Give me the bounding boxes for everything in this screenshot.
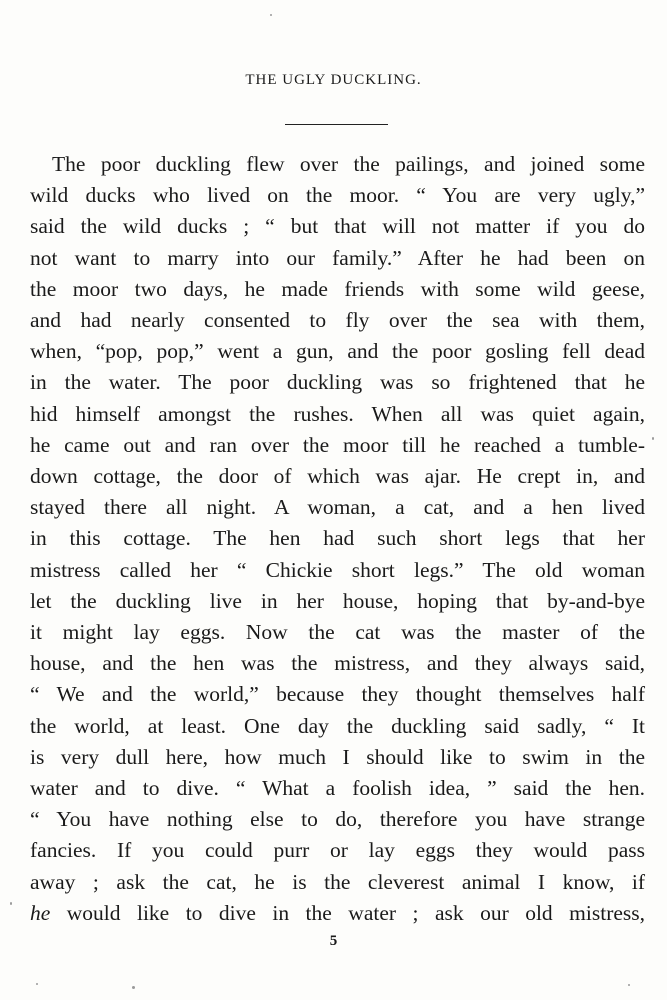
text-line: the world, at least. One day the duckling said sadly, “ It (30, 713, 645, 738)
text-line: The poor duckling flew over the pailings, and joined some (52, 152, 645, 176)
print-speck (132, 986, 135, 989)
text-line: mistress called her “ Chickie short legs.” The old woman (30, 557, 645, 582)
text-line: it might lay eggs. Now the cat was the master of the (30, 620, 645, 645)
print-speck (36, 983, 38, 985)
text-line: and had nearly consented to fly over the sea with them, (30, 308, 645, 333)
text-line: said the wild ducks ; “ but that will not matter if you do (30, 214, 645, 239)
text-line: away ; ask the cat, he is the cleverest animal I know, if (30, 869, 645, 894)
text-line: house, and the hen was the mistress, and they always said, (30, 651, 645, 676)
text-line: down cottage, the door of which was ajar. He crept in, and (30, 464, 645, 489)
text-line: is very dull here, how much I should like to swim in the (30, 744, 645, 769)
text-line: stayed there all night. A woman, a cat, and a hen lived (30, 495, 645, 520)
text-line: let the duckling live in her house, hoping that by-and-bye (30, 588, 645, 613)
text-line: fancies. If you could purr or lay eggs they would pass (30, 838, 645, 863)
print-speck (652, 437, 654, 440)
text-line: hid himself amongst the rushes. When all was quiet again, (30, 401, 645, 426)
title-rule (285, 124, 388, 125)
body-text (30, 149, 645, 929)
text-line-rest: would like to dive in the water ; ask our old mistress, (50, 900, 645, 925)
text-line: “ We and the world,” because they thought themselves half (30, 682, 645, 707)
text-line: he came out and ran over the moor till he reached a tumble- (30, 432, 645, 457)
text-line: wild ducks who lived on the moor. “ You are very ugly,” (30, 183, 645, 208)
print-speck (628, 984, 630, 986)
text-line: not want to marry into our family.” After he had been on (30, 245, 645, 270)
text-line-last (30, 898, 645, 929)
text-line: “ You have nothing else to do, therefore you have strange (30, 807, 645, 832)
text-line: in the water. The poor duckling was so frightened that he (30, 370, 645, 395)
text-line: water and to dive. “ What a foolish idea, ” said the hen. (30, 776, 645, 801)
page-number: 5 (329, 933, 338, 949)
running-head-title: THE UGLY DUCKLING. (245, 72, 422, 88)
print-speck (270, 14, 272, 16)
text-line: in this cottage. The hen had such short legs that her (30, 526, 645, 551)
text-line: when, “pop, pop,” went a gun, and the poor gosling fell dead (30, 339, 645, 364)
print-speck (10, 902, 12, 905)
italic-word: he (30, 900, 51, 925)
text-line: the moor two days, he made friends with some wild geese, (30, 276, 645, 301)
